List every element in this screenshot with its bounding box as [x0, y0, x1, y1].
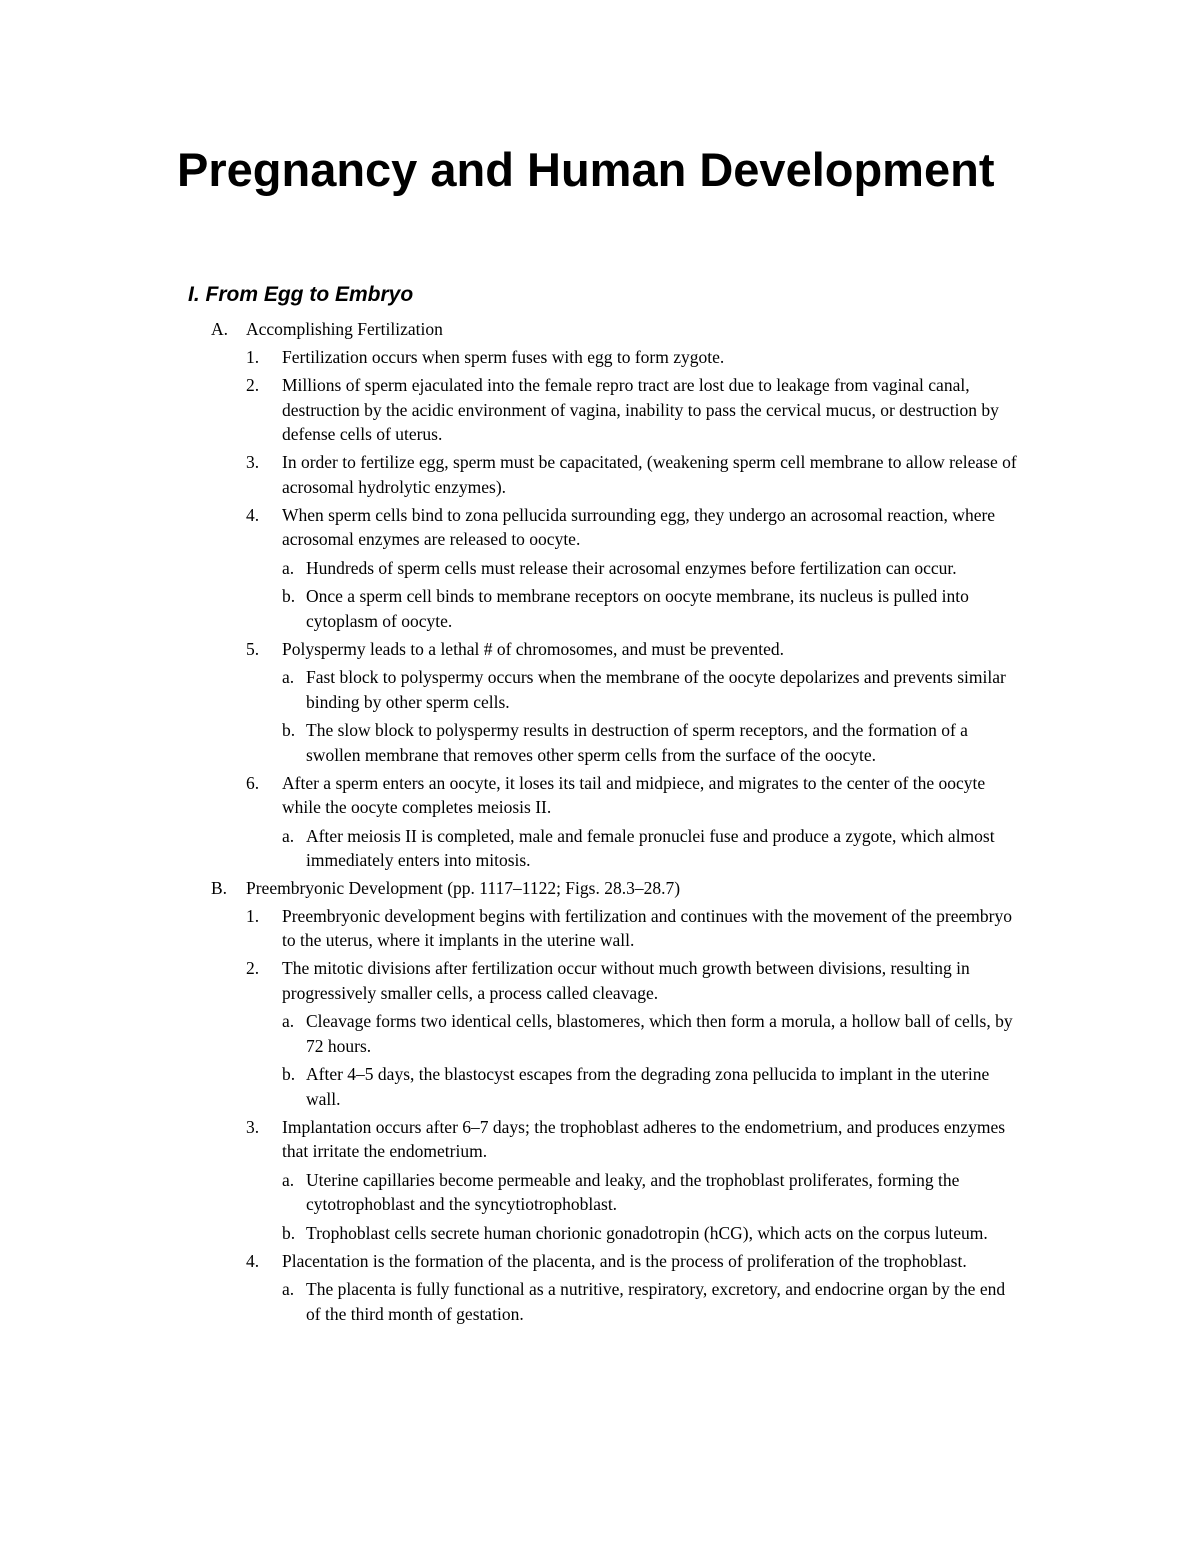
list-marker: a. — [282, 825, 295, 846]
list-text: Preembryonic Development (pp. 1117–1122; Figs. 28.3–28.7) — [246, 877, 681, 898]
list-text: Trophoblast cells secrete human chorionic gonadotropin (hCG), which acts on the corpus luteum. — [306, 1222, 988, 1243]
list-marker: b. — [282, 1064, 296, 1084]
document-title: Pregnancy and Human Development — [177, 143, 995, 196]
outline-item — [0, 771, 1200, 820]
outline-subitem — [0, 1062, 1200, 1111]
list-text: Cleavage forms two identical cells, blastomeres, which then form a morula, a hollow ball of cells, by 72 hours. — [306, 1011, 1013, 1056]
list-text: Once a sperm cell binds to membrane receptors on oocyte membrane, its nucleus is pulled into cytoplasm of oocyte. — [306, 586, 969, 631]
list-text: After 4–5 days, the blastocyst escapes from the degrading zona pellucida to implant in the uterine wall. — [306, 1064, 990, 1109]
list-marker: a. — [282, 1011, 295, 1031]
section-heading: I. From Egg to Embryo — [188, 283, 414, 306]
outline-subitem — [0, 824, 1200, 873]
list-marker: a. — [282, 1169, 295, 1190]
list-text: Implantation occurs after 6–7 days; the trophoblast adheres to the endometrium, and produces enzymes that irritate the endometrium. — [282, 1116, 1006, 1161]
outline-subitem — [0, 1009, 1200, 1058]
outline-subitem — [0, 556, 1200, 581]
list-text: In order to fertilize egg, sperm must be capacitated, (weakening sperm cell membrane to allow release of acrosomal hydrolytic enzymes). — [282, 452, 1017, 497]
list-marker: 2. — [246, 375, 260, 395]
list-marker: 4. — [246, 504, 260, 525]
list-text: After a sperm enters an oocyte, it loses its tail and midpiece, and migrates to the center of the oocyte while the oocyte completes meiosis II. — [282, 772, 986, 817]
outline-item — [0, 450, 1200, 499]
outline-item — [0, 373, 1200, 447]
list-text: Hundreds of sperm cells must release their acrosomal enzymes before fertilization can occur. — [306, 557, 957, 578]
list-marker: b. — [282, 720, 296, 740]
list-marker: 3. — [246, 452, 260, 472]
outline-item — [0, 345, 1200, 370]
list-text: Uterine capillaries become permeable and leaky, and the trophoblast proliferates, forming the cytotrophoblast and the syncytiotrophoblast. — [306, 1169, 960, 1214]
outline — [0, 317, 1200, 1326]
outline-subitem — [0, 665, 1200, 714]
list-text: The placenta is fully functional as a nutritive, respiratory, excretory, and endocrine organ by the end of the third month of gestation. — [306, 1279, 1006, 1324]
list-text: The mitotic divisions after fertilization occur without much growth between divisions, resulting in progressively smaller cells, a process called cleavage. — [282, 958, 970, 1003]
list-marker: 6. — [246, 772, 260, 793]
list-text: Placentation is the formation of the placenta, and is the process of proliferation of the trophoblast. — [282, 1250, 967, 1271]
list-marker: a. — [282, 557, 295, 578]
list-text: Fertilization occurs when sperm fuses with egg to form zygote. — [282, 347, 725, 367]
outline-item — [0, 1115, 1200, 1164]
list-text: Preembryonic development begins with fertilization and continues with the movement of the preembryo to the uterus, where it implants in the uterine wall. — [282, 905, 1012, 950]
list-marker: 1. — [246, 347, 260, 367]
outline-subitem — [0, 718, 1200, 767]
list-marker: a. — [282, 667, 295, 687]
outline-item — [0, 637, 1200, 662]
list-text: Polyspermy leads to a lethal # of chromosomes, and must be prevented. — [282, 638, 785, 659]
list-text: Fast block to polyspermy occurs when the membrane of the oocyte depolarizes and prevents similar binding by other sperm cells. — [306, 667, 1006, 712]
list-text: The slow block to polyspermy results in destruction of sperm receptors, and the formation of a swollen membrane that removes other sperm cells from the surface of the oocyte. — [306, 720, 968, 765]
list-marker: 5. — [246, 638, 260, 659]
outline-item — [0, 956, 1200, 1005]
outline-subsection — [0, 876, 1200, 901]
list-marker: b. — [282, 586, 296, 606]
list-marker: A. — [211, 319, 229, 339]
outline-subitem — [0, 1277, 1200, 1326]
outline-item — [0, 1249, 1200, 1274]
list-text: After meiosis II is completed, male and female pronuclei fuse and produce a zygote, which almost immediately enters into mitosis. — [306, 825, 995, 870]
list-text: Accomplishing Fertilization — [246, 319, 443, 339]
outline-subitem — [0, 584, 1200, 633]
list-text: Millions of sperm ejaculated into the female repro tract are lost due to leakage from vaginal canal, destruction by the acidic environment of vagina, inability to pass the cervical mucus, or destruction by defense cells of uterus. — [282, 375, 999, 444]
list-marker: b. — [282, 1222, 296, 1243]
outline-subsection — [0, 317, 1200, 342]
outline-item — [0, 503, 1200, 552]
list-marker: 1. — [246, 905, 260, 926]
list-marker: 4. — [246, 1250, 260, 1271]
outline-subitem — [0, 1221, 1200, 1246]
outline-subitem — [0, 1168, 1200, 1217]
list-marker: 3. — [246, 1116, 260, 1137]
list-marker: a. — [282, 1279, 295, 1299]
list-marker: B. — [211, 877, 228, 898]
list-text: When sperm cells bind to zona pellucida surrounding egg, they undergo an acrosomal reaction, where acrosomal enzymes are released to oocyte. — [282, 504, 996, 549]
list-marker: 2. — [246, 958, 260, 978]
outline-item — [0, 904, 1200, 953]
